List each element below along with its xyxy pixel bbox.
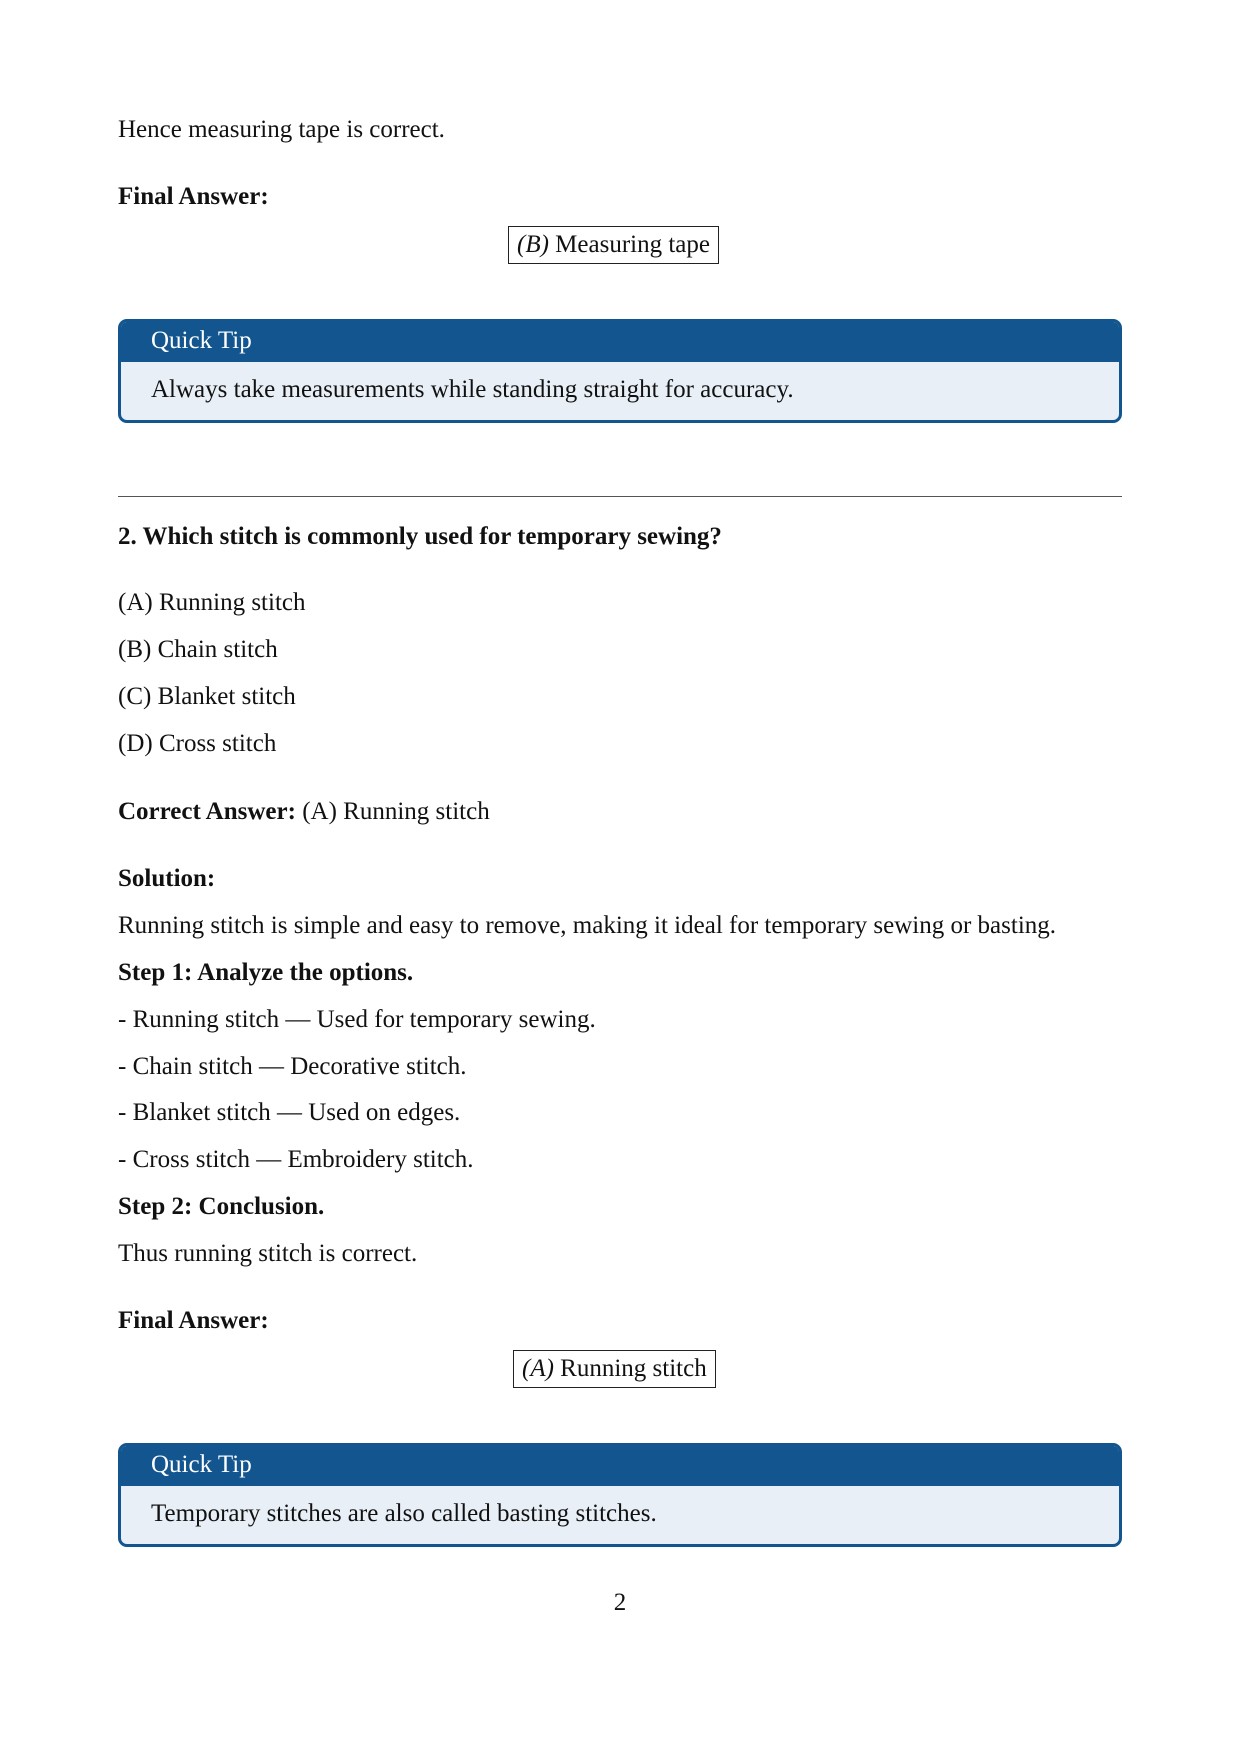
q1-tip-text: Always take measurements while standing straight for accuracy. (151, 376, 794, 403)
q2-option-c: (C) Blanket stitch (118, 683, 296, 710)
section-divider (118, 496, 1122, 497)
q2-final-answer-box (513, 1350, 716, 1388)
q2-step1-title: Step 1: Analyze the options. (118, 959, 414, 986)
q1-conclusion: Hence measuring tape is correct. (118, 116, 445, 143)
q2-final-answer-letter: (A) (522, 1355, 554, 1382)
q1-final-answer-letter: (B) (517, 231, 549, 258)
q2-solution-label: Solution: (118, 865, 216, 892)
q2-final-answer-label: Final Answer: (118, 1307, 269, 1334)
q1-final-answer-box (508, 226, 719, 264)
q1-tip-title: Quick Tip (121, 322, 1119, 362)
q2-correct-label: Correct Answer: (118, 798, 296, 825)
q2-question: 2. Which stitch is commonly used for temporary sewing? (118, 523, 722, 550)
q2-step1-line: - Cross stitch — Embroidery stitch. (118, 1146, 474, 1173)
q2-correct-value: (A) Running stitch (302, 798, 490, 825)
q2-step1-line: - Chain stitch — Decorative stitch. (118, 1053, 467, 1080)
q1-final-answer-label: Final Answer: (118, 183, 269, 210)
q2-correct-answer (118, 797, 490, 827)
q2-step1-line: - Running stitch — Used for temporary sewing. (118, 1006, 596, 1033)
q2-quick-tip (118, 1443, 1122, 1547)
q1-final-answer-text: Measuring tape (555, 231, 710, 258)
q2-step2-text: Thus running stitch is correct. (118, 1240, 418, 1267)
q1-quick-tip (118, 319, 1122, 423)
q2-tip-title: Quick Tip (121, 1446, 1119, 1486)
q2-option-b: (B) Chain stitch (118, 636, 278, 663)
q2-option-d: (D) Cross stitch (118, 730, 277, 757)
q2-tip-text: Temporary stitches are also called basting stitches. (151, 1500, 657, 1527)
q2-step1-line: - Blanket stitch — Used on edges. (118, 1099, 461, 1126)
page-number: 2 (613, 1589, 627, 1616)
q2-final-answer-text: Running stitch (560, 1355, 707, 1382)
q2-step2-title: Step 2: Conclusion. (118, 1193, 325, 1220)
q2-option-a: (A) Running stitch (118, 589, 306, 616)
q2-solution-text: Running stitch is simple and easy to remove, making it ideal for temporary sewing or basting. (118, 912, 1057, 939)
